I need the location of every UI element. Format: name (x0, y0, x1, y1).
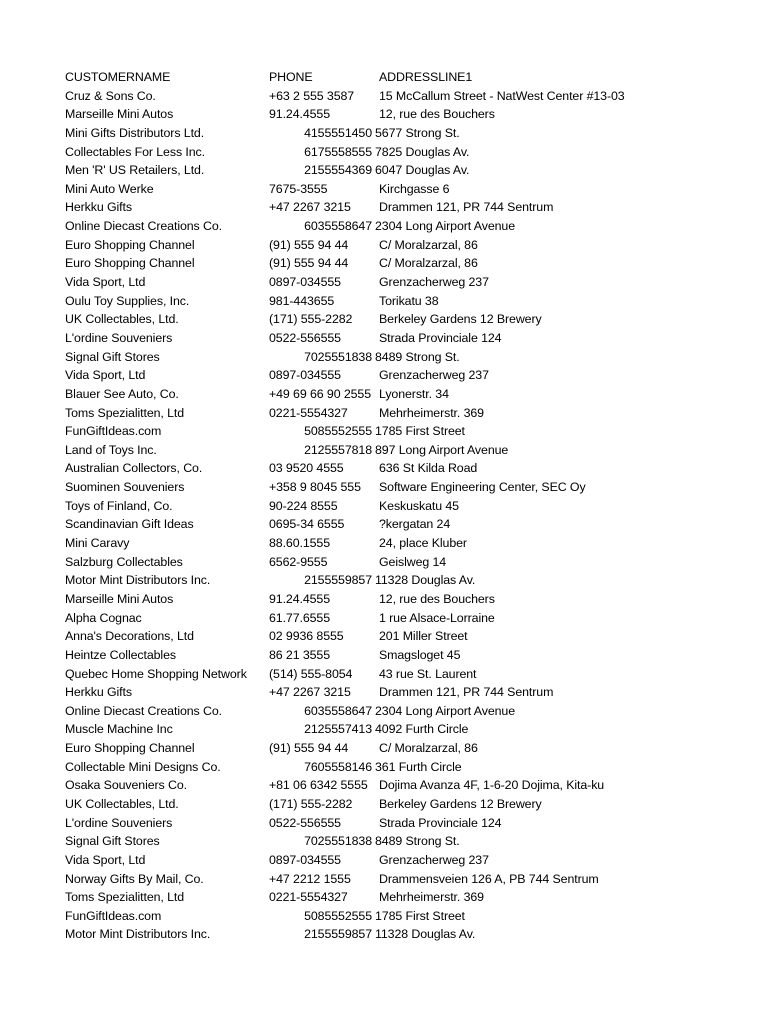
phone-cell: 03 9520 4555 (269, 461, 344, 476)
address-cell: 6047 Douglas Av. (375, 163, 470, 178)
customer-name-cell: UK Collectables, Ltd. (65, 312, 179, 327)
table-row (65, 571, 755, 590)
phone-cell: 7605558146 (304, 759, 372, 774)
address-cell: C/ Moralzarzal, 86 (379, 256, 478, 271)
phone-cell: 90-224 8555 (269, 498, 338, 513)
phone-cell: 0897-034555 (269, 852, 341, 867)
phone-cell: +49 69 66 90 2555 (269, 386, 371, 401)
phone-cell: +358 9 8045 555 (269, 480, 361, 495)
column-header-customername: CUSTOMERNAME (65, 70, 171, 84)
address-cell: Berkeley Gardens 12 Brewery (379, 312, 542, 327)
phone-cell: 2125557818 (304, 442, 372, 457)
phone-cell: 6562-9555 (269, 554, 328, 569)
customer-name-cell: Toms Spezialitten, Ltd (65, 405, 185, 420)
customer-name-cell: Suominen Souveniers (65, 480, 185, 495)
phone-cell: 0221-5554327 (269, 405, 348, 420)
customer-name-cell: L'ordine Souveniers (65, 815, 173, 830)
table-row (65, 366, 755, 385)
table-row (65, 478, 755, 497)
customer-name-cell: Collectables For Less Inc. (65, 144, 205, 159)
customer-name-cell: Online Diecast Creations Co. (65, 219, 222, 234)
customer-name-cell: Cruz & Sons Co. (65, 88, 156, 103)
phone-cell: (91) 555 94 44 (269, 237, 349, 252)
address-cell: Dojima Avanza 4F, 1-6-20 Dojima, Kita-ku (379, 778, 605, 793)
address-cell: 897 Long Airport Avenue (375, 442, 509, 457)
table-row (65, 534, 755, 553)
address-cell: 4092 Furth Circle (375, 722, 469, 737)
address-cell: 1785 First Street (375, 908, 465, 923)
customer-name-cell: Alpha Cognac (65, 610, 142, 625)
phone-cell: 6035558647 (304, 703, 372, 718)
phone-cell: (91) 555 94 44 (269, 741, 349, 756)
table-row (65, 198, 755, 217)
phone-cell: 7675-3555 (269, 181, 328, 196)
table-row (65, 702, 755, 721)
address-cell: Mehrheimerstr. 369 (379, 890, 484, 905)
table-row (65, 609, 755, 628)
address-cell: Drammen 121, PR 744 Sentrum (379, 200, 554, 215)
address-cell: 24, place Kluber (379, 536, 467, 551)
customer-name-cell: Mini Auto Werke (65, 181, 154, 196)
customer-name-cell: Heintze Collectables (65, 647, 176, 662)
phone-cell: (91) 555 94 44 (269, 256, 349, 271)
address-cell: 636 St Kilda Road (379, 461, 478, 476)
customer-name-cell: Mini Caravy (65, 536, 130, 551)
table-row (65, 273, 755, 292)
phone-cell: 2125557413 (304, 722, 372, 737)
address-cell: Grenzacherweg 237 (379, 275, 489, 290)
phone-cell: 88.60.1555 (269, 536, 331, 551)
phone-cell: +63 2 555 3587 (269, 88, 355, 103)
table-row (65, 515, 755, 534)
phone-cell: +47 2212 1555 (269, 871, 351, 886)
address-cell: 12, rue des Bouchers (379, 591, 495, 606)
customer-name-cell: Vida Sport, Ltd (65, 852, 146, 867)
customer-name-cell: Euro Shopping Channel (65, 237, 195, 252)
address-cell: 201 Miller Street (379, 629, 468, 644)
customer-name-cell: Vida Sport, Ltd (65, 275, 146, 290)
address-cell: C/ Moralzarzal, 86 (379, 237, 478, 252)
address-cell: Strada Provinciale 124 (379, 815, 502, 830)
customer-name-cell: Muscle Machine Inc (65, 722, 173, 737)
table-row (65, 348, 755, 367)
table-header-row (65, 68, 755, 87)
customer-table (65, 68, 755, 944)
address-cell: Lyonerstr. 34 (379, 386, 449, 401)
customer-name-cell: Vida Sport, Ltd (65, 368, 146, 383)
table-row (65, 143, 755, 162)
customer-name-cell: Norway Gifts By Mail, Co. (65, 871, 204, 886)
table-row (65, 888, 755, 907)
address-cell: 1785 First Street (375, 424, 465, 439)
customer-name-cell: L'ordine Souveniers (65, 330, 173, 345)
phone-cell: (171) 555-2282 (269, 796, 353, 811)
address-cell: 1 rue Alsace-Lorraine (379, 610, 495, 625)
table-row (65, 776, 755, 795)
customer-name-cell: Euro Shopping Channel (65, 741, 195, 756)
customer-name-cell: Marseille Mini Autos (65, 107, 174, 122)
phone-cell: 61.77.6555 (269, 610, 331, 625)
phone-cell: 02 9936 8555 (269, 629, 344, 644)
customer-name-cell: Motor Mint Distributors Inc. (65, 927, 211, 942)
address-cell: Kirchgasse 6 (379, 181, 450, 196)
customer-name-cell: Scandinavian Gift Ideas (65, 517, 194, 532)
address-cell: Keskuskatu 45 (379, 498, 459, 513)
table-row (65, 87, 755, 106)
address-cell: Mehrheimerstr. 369 (379, 405, 484, 420)
address-cell: Drammen 121, PR 744 Sentrum (379, 685, 554, 700)
customer-name-cell: Collectable Mini Designs Co. (65, 759, 221, 774)
table-row (65, 758, 755, 777)
address-cell: 2304 Long Airport Avenue (375, 703, 515, 718)
phone-cell: 5085552555 (304, 424, 372, 439)
table-row (65, 832, 755, 851)
phone-cell: 0522-556555 (269, 330, 341, 345)
table-row (65, 497, 755, 516)
address-cell: 15 McCallum Street - NatWest Center #13-03 (379, 88, 625, 103)
table-row (65, 254, 755, 273)
table-row (65, 292, 755, 311)
phone-cell: 981-443655 (269, 293, 335, 308)
address-cell: C/ Moralzarzal, 86 (379, 741, 478, 756)
customer-name-cell: Signal Gift Stores (65, 349, 160, 364)
table-row (65, 720, 755, 739)
phone-cell: 0897-034555 (269, 368, 341, 383)
phone-cell: 0522-556555 (269, 815, 341, 830)
table-row (65, 683, 755, 702)
customer-name-cell: Marseille Mini Autos (65, 591, 174, 606)
customer-name-cell: Oulu Toy Supplies, Inc. (65, 293, 190, 308)
address-cell: Torikatu 38 (379, 293, 439, 308)
table-row (65, 310, 755, 329)
table-body (65, 87, 755, 944)
customer-name-cell: Herkku Gifts (65, 685, 132, 700)
address-cell: 43 rue St. Laurent (379, 666, 477, 681)
table-row (65, 105, 755, 124)
table-row (65, 814, 755, 833)
phone-cell: 7025551838 (304, 834, 372, 849)
address-cell: Grenzacherweg 237 (379, 368, 489, 383)
customer-name-cell: Toms Spezialitten, Ltd (65, 890, 185, 905)
customer-name-cell: Motor Mint Distributors Inc. (65, 573, 211, 588)
address-cell: 7825 Douglas Av. (375, 144, 470, 159)
phone-cell: 2155559857 (304, 573, 372, 588)
table-row (65, 329, 755, 348)
phone-cell: 4155551450 (304, 125, 372, 140)
table-row (65, 851, 755, 870)
phone-cell: 6175558555 (304, 144, 372, 159)
table-row (65, 422, 755, 441)
table-row (65, 236, 755, 255)
phone-cell: (171) 555-2282 (269, 312, 353, 327)
address-cell: 361 Furth Circle (375, 759, 462, 774)
address-cell: Berkeley Gardens 12 Brewery (379, 796, 542, 811)
table-row (65, 459, 755, 478)
phone-cell: 0695-34 6555 (269, 517, 345, 532)
customer-name-cell: Anna's Decorations, Ltd (65, 629, 194, 644)
customer-name-cell: Australian Collectors, Co. (65, 461, 203, 476)
phone-cell: +47 2267 3215 (269, 685, 351, 700)
address-cell: 12, rue des Bouchers (379, 107, 495, 122)
table-row (65, 441, 755, 460)
phone-cell: 91.24.4555 (269, 107, 331, 122)
table-row (65, 665, 755, 684)
phone-cell: 7025551838 (304, 349, 372, 364)
customer-name-cell: Herkku Gifts (65, 200, 132, 215)
table-row (65, 795, 755, 814)
table-row (65, 161, 755, 180)
address-cell: Grenzacherweg 237 (379, 852, 489, 867)
address-cell: 11328 Douglas Av. (375, 927, 476, 942)
address-cell: 2304 Long Airport Avenue (375, 219, 515, 234)
phone-cell: 0221-5554327 (269, 890, 348, 905)
address-cell: ?kergatan 24 (379, 517, 451, 532)
customer-name-cell: UK Collectables, Ltd. (65, 796, 179, 811)
address-cell: Strada Provinciale 124 (379, 330, 502, 345)
customer-name-cell: Blauer See Auto, Co. (65, 386, 179, 401)
phone-cell: +81 06 6342 5555 (269, 778, 368, 793)
table-row (65, 925, 755, 944)
customer-name-cell: Men 'R' US Retailers, Ltd. (65, 163, 205, 178)
address-cell: Smagsloget 45 (379, 647, 461, 662)
customer-name-cell: Salzburg Collectables (65, 554, 183, 569)
phone-cell: 91.24.4555 (269, 591, 331, 606)
customer-name-cell: Online Diecast Creations Co. (65, 703, 222, 718)
customer-name-cell: Land of Toys Inc. (65, 442, 157, 457)
table-row (65, 124, 755, 143)
customer-name-cell: Osaka Souveniers Co. (65, 778, 187, 793)
table-row (65, 646, 755, 665)
phone-cell: 0897-034555 (269, 275, 341, 290)
table-row (65, 870, 755, 889)
phone-cell: +47 2267 3215 (269, 200, 351, 215)
phone-cell: 86 21 3555 (269, 647, 331, 662)
address-cell: Drammensveien 126 A, PB 744 Sentrum (379, 871, 599, 886)
phone-cell: 2155559857 (304, 927, 372, 942)
customer-name-cell: FunGiftIdeas.com (65, 424, 162, 439)
table-row (65, 180, 755, 199)
table-row (65, 385, 755, 404)
table-row (65, 907, 755, 926)
customer-name-cell: Mini Gifts Distributors Ltd. (65, 125, 205, 140)
phone-cell: 5085552555 (304, 908, 372, 923)
address-cell: 11328 Douglas Av. (375, 573, 476, 588)
address-cell: 5677 Strong St. (375, 125, 460, 140)
address-cell: Geislweg 14 (379, 554, 447, 569)
customer-name-cell: Euro Shopping Channel (65, 256, 195, 271)
table-row (65, 590, 755, 609)
column-header-phone: PHONE (269, 70, 313, 84)
phone-cell: (514) 555-8054 (269, 666, 353, 681)
address-cell: 8489 Strong St. (375, 349, 460, 364)
address-cell: Software Engineering Center, SEC Oy (379, 480, 586, 495)
table-row (65, 404, 755, 423)
customer-name-cell: Quebec Home Shopping Network (65, 666, 247, 681)
table-row (65, 217, 755, 236)
phone-cell: 6035558647 (304, 219, 372, 234)
address-cell: 8489 Strong St. (375, 834, 460, 849)
customer-name-cell: FunGiftIdeas.com (65, 908, 162, 923)
phone-cell: 2155554369 (304, 163, 372, 178)
customer-name-cell: Toys of Finland, Co. (65, 498, 173, 513)
customer-name-cell: Signal Gift Stores (65, 834, 160, 849)
table-row (65, 553, 755, 572)
table-row (65, 627, 755, 646)
table-row (65, 739, 755, 758)
column-header-addressline1: ADDRESSLINE1 (379, 70, 473, 84)
